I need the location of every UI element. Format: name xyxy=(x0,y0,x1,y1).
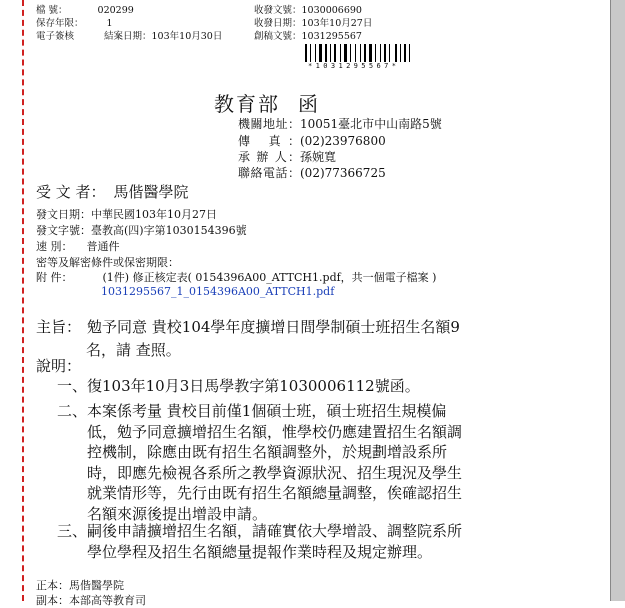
document-title: 教育部 函 xyxy=(214,92,320,116)
description-item: 三、嗣後申請擴增招生名額，請確實依大學增設、調整院系所 學位學程及招生名額總量提報作業時程及規定辦理。 xyxy=(57,522,463,561)
description-item: 二、本案係考量 貴校目前僅1個碩士班，碩士班招生規模偏 低，勉予同意擴增招生名額，惟學校仍應建置招生名額調 控機制，除應由既有招生名額調整外，於規劃增設系所 時，即應先檢視各系所之教學資源狀況、招生現況及學生 就業情形等，先行由既有招生名額總量調整，俟確認招生 名額來源後提出增設申請。 xyxy=(57,402,463,523)
subject-text-line: 名，請 查照。 xyxy=(86,341,181,359)
barcode xyxy=(305,44,415,62)
e-archive-end-date: 電子簽核 結案日期：103年10月30日 xyxy=(36,31,223,42)
attachment-description: (1件) 修正核定表( 0154396A00_ATTCH1.pdf，共一個電子檔案 ) xyxy=(102,271,437,284)
copy-recipient: 副本：本部高等教育司 xyxy=(36,594,146,607)
description-label: 說明： xyxy=(36,357,82,375)
contact-person-row: 承 辦 人：孫婉寬 xyxy=(238,150,337,164)
retention-period: 保存年限： 1 xyxy=(36,18,113,29)
speed-class: 速 別： 普通件 xyxy=(36,240,120,253)
subject xyxy=(36,316,460,362)
binding-margin-line xyxy=(22,0,24,601)
reference-number: 發文字號：臺教高(四)字第1030154396號 xyxy=(36,224,247,237)
attachment-file-link[interactable]: 1031295567_1_0154396A00_ATTCH1.pdf xyxy=(101,285,335,298)
issue-date: 發文日期：中華民國103年10月27日 xyxy=(36,208,217,221)
receipt-date: 收發日期：103年10月27日 xyxy=(254,18,373,29)
attachment-row: 附 件： (1件) 修正核定表( 0154396A00_ATTCH1.pdf，共一個電子檔案 ) xyxy=(36,271,437,284)
fax-row: 傳 真：(02)23976800 xyxy=(238,134,386,148)
security-class: 密等及解密條件或保密期限： xyxy=(36,256,179,269)
description-item: 一、復103年10月3日馬學教字第1030006112號函。 xyxy=(57,377,420,395)
subject-label: 主旨： xyxy=(36,318,82,336)
phone-row: 聯絡電話：(02)77366725 xyxy=(238,166,386,180)
page-shadow xyxy=(610,0,625,601)
archive-id: 創稿文號：1031295567 xyxy=(254,31,362,42)
barcode-number: *1031295567* xyxy=(308,62,400,70)
receipt-number: 收發文號：1030006690 xyxy=(254,5,362,16)
original-recipient: 正本：馬偕醫學院 xyxy=(36,579,124,592)
address-row: 機關地址：10051臺北市中山南路5號 xyxy=(238,117,442,131)
subject-text-line: 勉予同意 貴校104學年度擴增日間學制碩士班招生名額9 xyxy=(87,318,460,336)
archive-number: 檔 號： 020299 xyxy=(36,5,134,16)
recipient: 受 文 者： 馬偕醫學院 xyxy=(36,183,189,201)
